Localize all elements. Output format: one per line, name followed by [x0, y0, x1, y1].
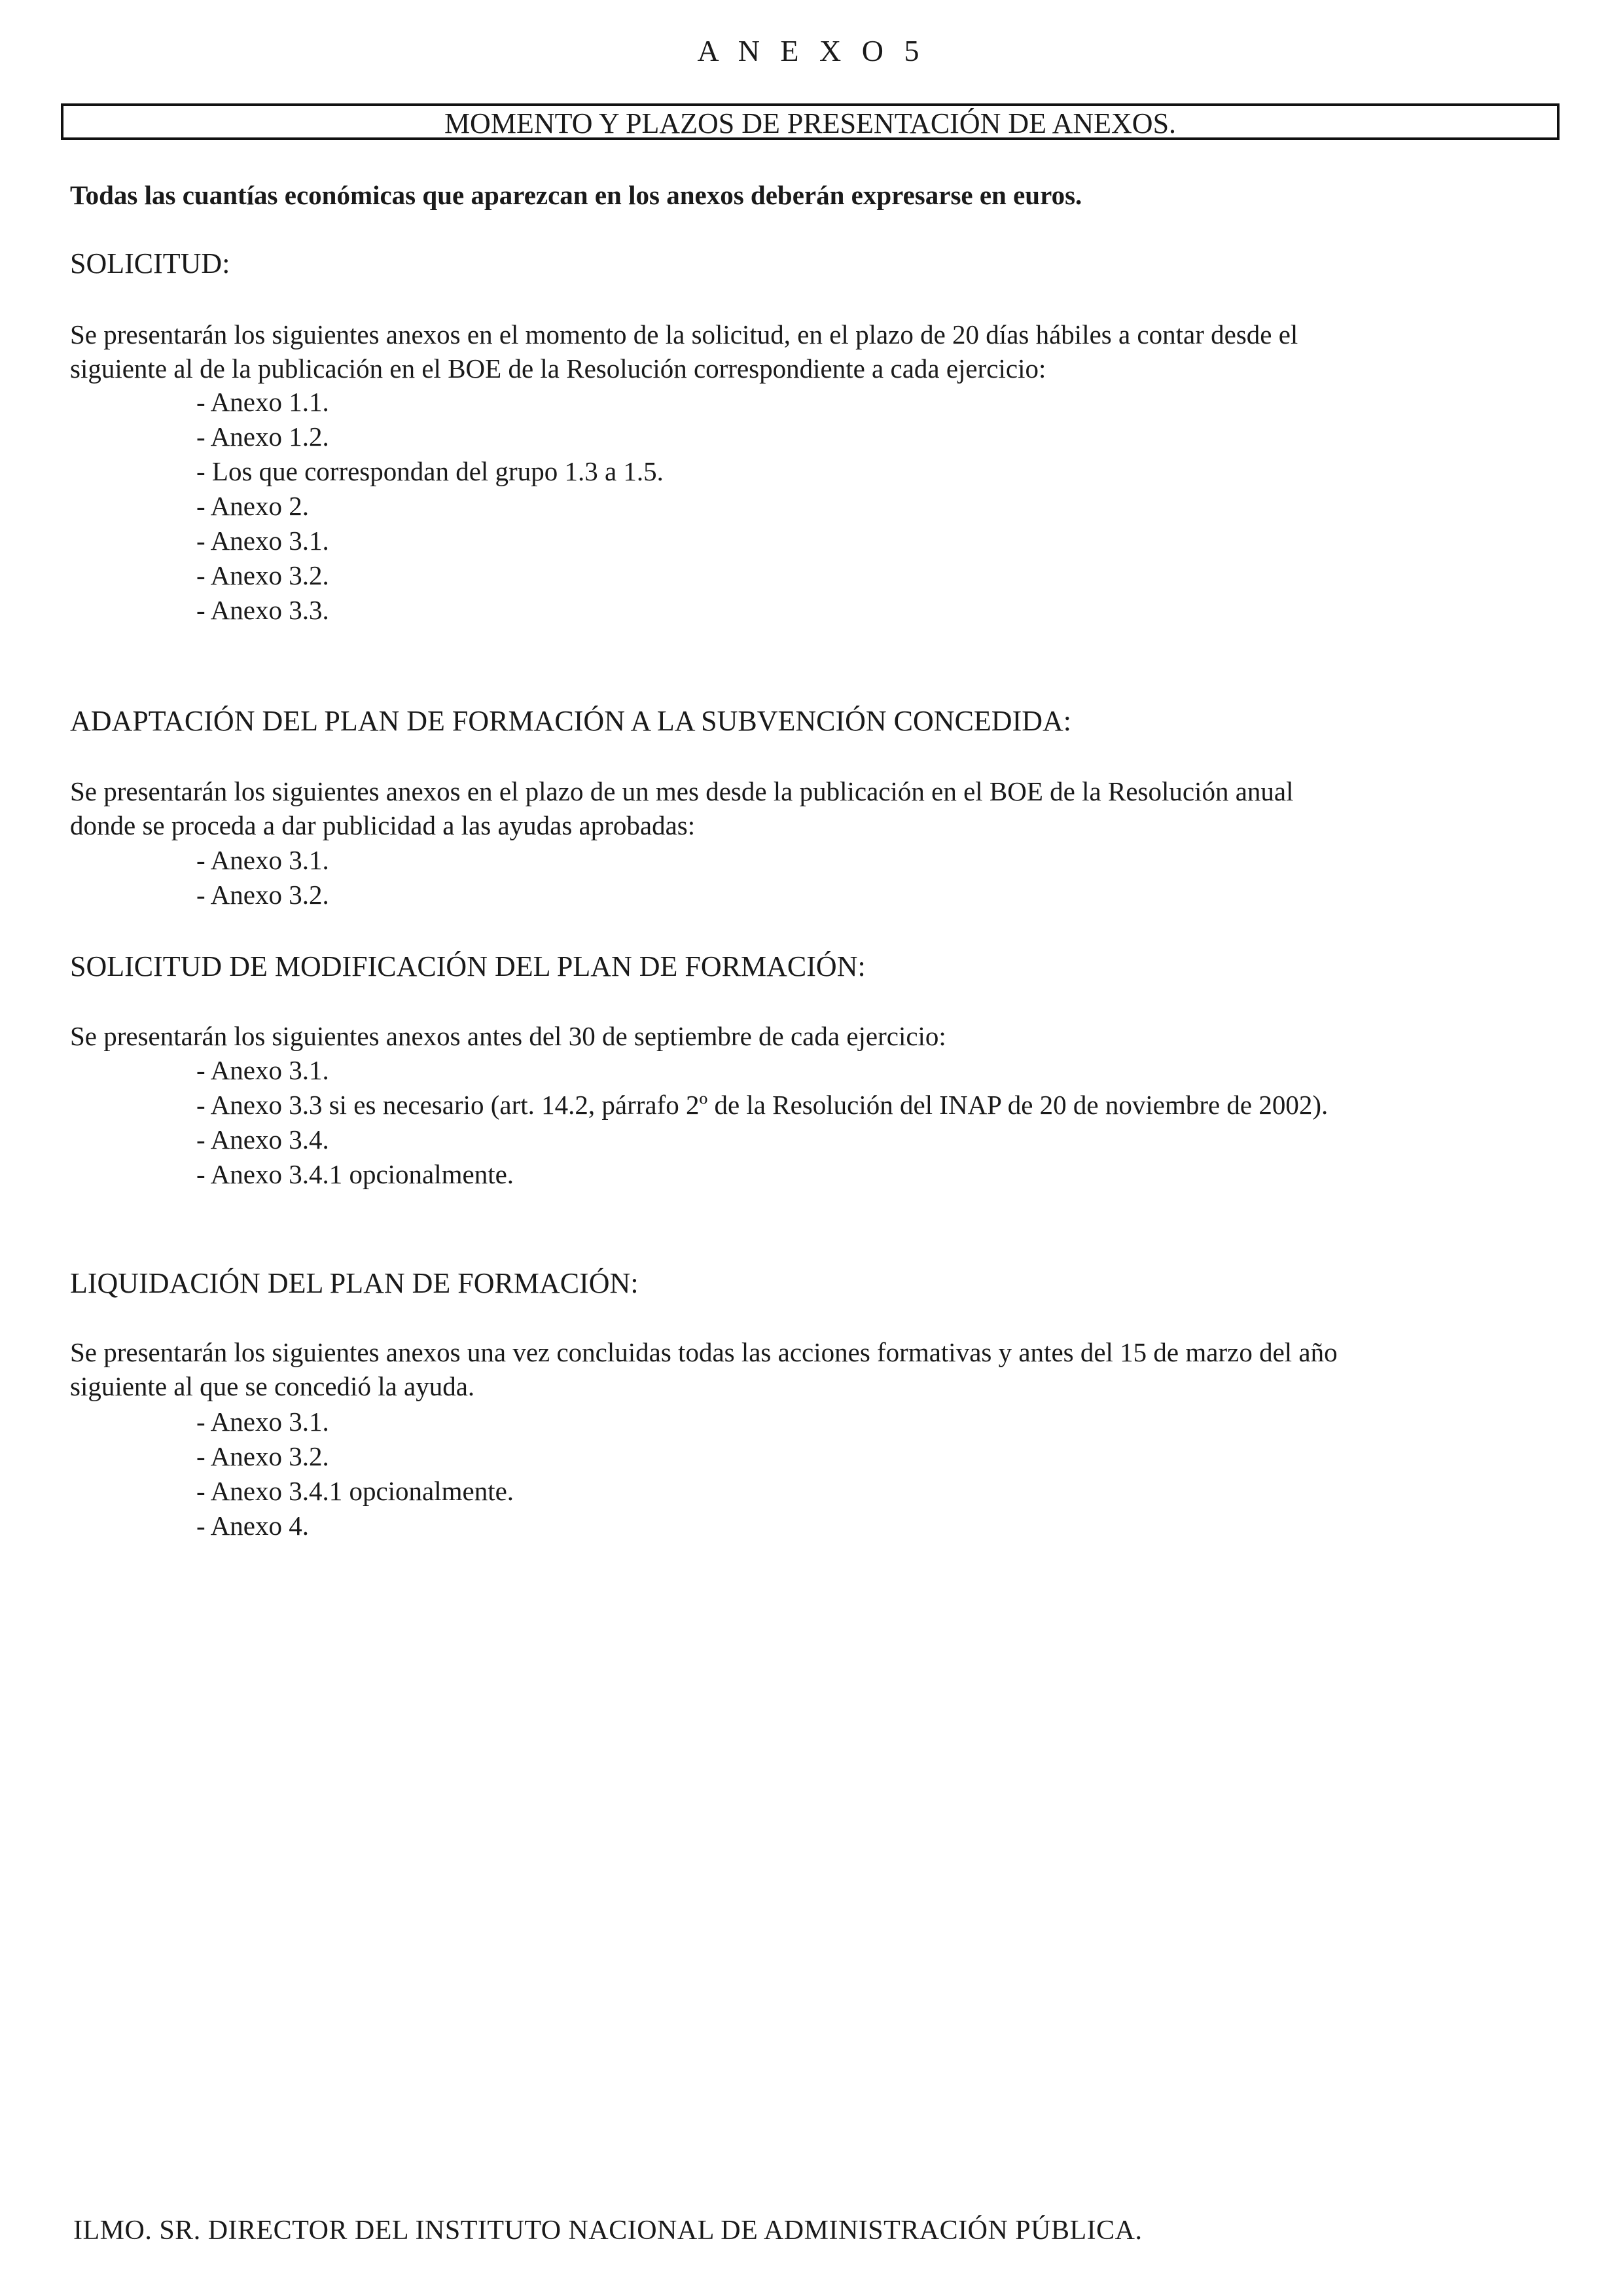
list-item: - Anexo 3.3.: [196, 595, 329, 625]
annex-list-modificacion: [196, 1053, 1328, 1192]
list-item: - Anexo 3.3 si es necesario (art. 14.2, párrafo 2º de la Resolución del INAP de 20 de noviembre de 2002).: [196, 1090, 1329, 1120]
text-line: Se presentarán los siguientes anexos en el plazo de un mes desde la publicación en el BOE de la Resolución anual: [70, 776, 1294, 806]
annex-list-adaptacion: [196, 843, 329, 912]
section-heading-adaptacion: ADAPTACIÓN DEL PLAN DE FORMACIÓN A LA SUBVENCIÓN CONCEDIDA:: [70, 705, 1072, 737]
list-item: - Anexo 3.2.: [196, 1441, 329, 1471]
euro-notice: Todas las cuantías económicas que aparezcan en los anexos deberán expresarse en euros.: [70, 180, 1082, 210]
section-text-solicitud: [70, 317, 1543, 386]
list-item: - Anexo 3.4.: [196, 1124, 329, 1155]
list-item: - Anexo 1.1.: [196, 387, 329, 417]
list-item: - Anexo 3.1.: [196, 845, 329, 875]
text-line: siguiente al de la publicación en el BOE de la Resolución correspondiente a cada ejercicio:: [70, 353, 1046, 384]
page-title: A N E X O 5: [697, 34, 926, 67]
list-item: - Anexo 3.1.: [196, 1055, 329, 1085]
list-item: - Anexo 3.2.: [196, 880, 329, 910]
list-item: - Anexo 2.: [196, 491, 309, 521]
list-item: - Los que correspondan del grupo 1.3 a 1.5.: [196, 456, 664, 486]
text-line: siguiente al que se concedió la ayuda.: [70, 1371, 475, 1401]
section-text-modificacion: [70, 1019, 1543, 1053]
section-heading-liquidacion: LIQUIDACIÓN DEL PLAN DE FORMACIÓN:: [70, 1267, 639, 1299]
list-item: - Anexo 3.4.1 opcionalmente.: [196, 1159, 514, 1189]
text-line: Se presentarán los siguientes anexos en el momento de la solicitud, en el plazo de 20 días hábiles a contar desde el: [70, 319, 1298, 350]
section-text-adaptacion: [70, 774, 1543, 842]
section-heading-modificacion: SOLICITUD DE MODIFICACIÓN DEL PLAN DE FORMACIÓN:: [70, 950, 866, 982]
addressee-footer: ILMO. SR. DIRECTOR DEL INSTITUTO NACIONAL DE ADMINISTRACIÓN PÚBLICA.: [73, 2215, 1143, 2246]
text-line: donde se proceda a dar publicidad a las ayudas aprobadas:: [70, 810, 696, 840]
text-line: Se presentarán los siguientes anexos una vez concluidas todas las acciones formativas y antes del 15 de marzo del año: [70, 1337, 1338, 1367]
list-item: - Anexo 3.2.: [196, 560, 329, 590]
list-item: - Anexo 3.1.: [196, 526, 329, 556]
list-item: - Anexo 4.: [196, 1511, 309, 1541]
section-text-liquidacion: [70, 1335, 1543, 1403]
header-box-title: MOMENTO Y PLAZOS DE PRESENTACIÓN DE ANEXOS.: [444, 107, 1177, 139]
annex-list-solicitud: [196, 385, 664, 628]
annex-list-liquidacion: [196, 1405, 514, 1543]
text-line: Se presentarán los siguientes anexos antes del 30 de septiembre de cada ejercicio:: [70, 1021, 946, 1051]
section-header-box: [61, 103, 1560, 140]
list-item: - Anexo 3.1.: [196, 1407, 329, 1437]
list-item: - Anexo 3.4.1 opcionalmente.: [196, 1476, 514, 1506]
list-item: - Anexo 1.2.: [196, 422, 329, 452]
section-heading-solicitud: SOLICITUD:: [70, 247, 230, 279]
